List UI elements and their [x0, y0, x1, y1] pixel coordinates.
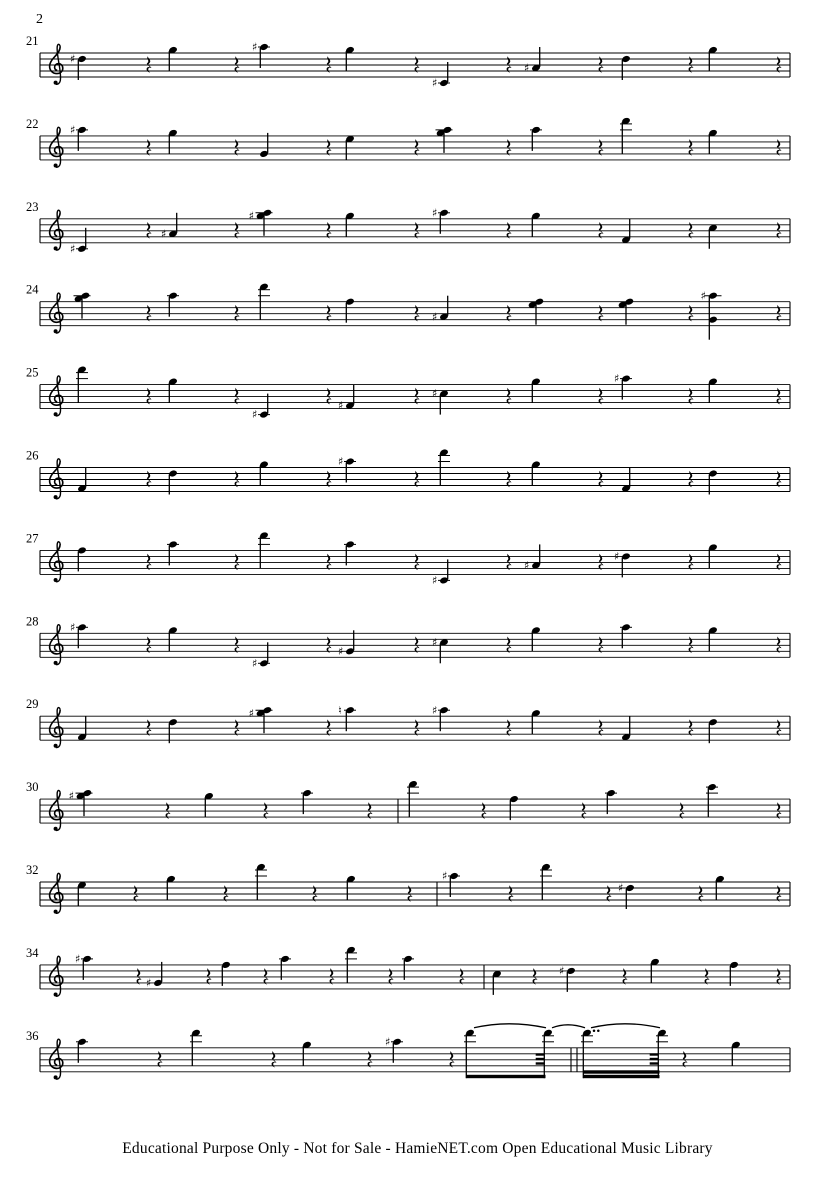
- note: [432, 387, 449, 414]
- treble-clef-dot: [54, 993, 58, 997]
- note: [605, 789, 617, 814]
- sharp-icon: ♯: [432, 387, 438, 401]
- note: [168, 46, 178, 71]
- treble-clef-dot: [54, 164, 58, 168]
- partial-beam: [650, 1058, 659, 1060]
- chord: [249, 706, 273, 733]
- sharp-icon: ♯: [252, 408, 258, 422]
- treble-clef-bowl: [50, 793, 63, 820]
- treble-clef-dot: [54, 744, 58, 748]
- treble-clef-bowl: [50, 544, 63, 571]
- note: [301, 789, 313, 814]
- sharp-icon: ♯: [614, 550, 620, 563]
- treble-clef-bowl: [50, 378, 63, 405]
- measure-number: 23: [26, 199, 39, 214]
- sharp-icon: ♯: [248, 209, 254, 223]
- treble-clef-bowl: [50, 47, 63, 74]
- measure-number: 26: [26, 448, 39, 463]
- note: [338, 385, 355, 413]
- beam-group: [464, 1024, 585, 1078]
- sharp-icon: ♯: [338, 455, 344, 469]
- note: [338, 455, 356, 482]
- note: [168, 469, 178, 494]
- measure-number: 29: [26, 697, 39, 712]
- note: [621, 716, 631, 741]
- note: [346, 875, 356, 900]
- sharp-icon: ♯: [70, 242, 76, 256]
- sharp-icon: ♯: [442, 869, 448, 883]
- augmentation-dot: [593, 1030, 596, 1033]
- sharp-icon: ♯: [432, 206, 438, 220]
- treble-clef: [50, 459, 63, 499]
- note: [70, 621, 88, 648]
- note: [252, 41, 270, 68]
- note: [252, 642, 270, 670]
- sharp-icon: ♯: [70, 123, 76, 137]
- note: [492, 970, 502, 995]
- staff-system: [26, 117, 790, 160]
- measure-number: 25: [26, 365, 39, 380]
- treble-clef: [50, 127, 63, 167]
- note: [614, 550, 631, 577]
- note: [729, 961, 739, 986]
- footer-text: Educational Purpose Only - Not for Sale - HamieNET.com Open Educational Music Library: [122, 1140, 713, 1157]
- note: [708, 46, 718, 71]
- note: [168, 377, 178, 402]
- staff-system: [26, 283, 790, 326]
- tie: [552, 1025, 585, 1028]
- note: [345, 135, 355, 160]
- sharp-icon: ♯: [70, 620, 76, 634]
- treble-clef: [50, 44, 63, 84]
- beam: [583, 1070, 659, 1073]
- measure-number: 28: [26, 614, 39, 629]
- treble-clef: [50, 625, 63, 665]
- treble-clef-dot: [54, 578, 58, 582]
- note: [715, 875, 725, 900]
- note: [168, 626, 178, 651]
- treble-clef: [50, 873, 63, 913]
- measure-number: 36: [26, 1028, 39, 1043]
- partial-beam: [650, 1053, 659, 1055]
- treble-clef-dot: [54, 827, 58, 831]
- note: [708, 224, 718, 249]
- note: [279, 955, 291, 980]
- treble-clef: [50, 956, 63, 996]
- treble-clef-dot: [54, 329, 58, 333]
- note: [731, 1041, 741, 1066]
- measure-number: 24: [26, 282, 39, 297]
- note: [708, 129, 718, 154]
- treble-clef: [50, 542, 63, 582]
- chord: [74, 292, 91, 319]
- note: [618, 882, 635, 909]
- note: [77, 716, 87, 741]
- natural-icon: ♮: [338, 703, 342, 717]
- sharp-icon: ♯: [432, 574, 438, 587]
- note: [338, 704, 356, 731]
- treble-clef: [50, 376, 63, 416]
- sharp-icon: ♯: [385, 1035, 391, 1049]
- note: [302, 1041, 312, 1066]
- sharp-icon: ♯: [432, 703, 438, 717]
- note: [344, 540, 356, 565]
- note: [432, 296, 449, 324]
- note: [530, 126, 542, 151]
- measure-number: 34: [26, 945, 39, 960]
- staff-system: [26, 614, 790, 657]
- note: [259, 133, 269, 158]
- note: [708, 626, 718, 651]
- sharp-icon: ♯: [338, 644, 344, 658]
- note: [432, 636, 449, 663]
- augmentation-dot: [597, 1030, 600, 1033]
- treble-clef-dot: [54, 412, 58, 416]
- chord: [701, 289, 722, 339]
- note: [221, 961, 231, 986]
- note: [70, 53, 87, 80]
- note: [509, 795, 519, 820]
- treble-clef: [50, 1039, 63, 1079]
- measure-number: 32: [26, 863, 39, 877]
- measure-number: 22: [26, 116, 39, 131]
- tie: [591, 1024, 660, 1028]
- note: [650, 958, 660, 983]
- staff-system: [26, 531, 790, 574]
- note: [531, 626, 541, 651]
- note: [432, 559, 450, 587]
- treble-clef-bowl: [50, 129, 63, 156]
- treble-clef-bowl: [50, 461, 63, 488]
- treble-clef: [50, 790, 63, 830]
- note: [442, 870, 460, 897]
- treble-clef-dot: [54, 661, 58, 665]
- partial-beam: [536, 1062, 545, 1064]
- staff-system: [26, 1029, 790, 1072]
- note: [259, 460, 269, 485]
- tie: [474, 1024, 546, 1028]
- treble-clef-dot: [54, 910, 58, 914]
- note: [708, 543, 718, 568]
- treble-clef-bowl: [50, 958, 63, 985]
- note: [432, 704, 450, 731]
- beam-group: [581, 1024, 668, 1078]
- treble-clef: [50, 293, 63, 333]
- note: [706, 783, 718, 817]
- note: [167, 540, 179, 565]
- staff-system: [26, 449, 790, 492]
- note: [70, 228, 88, 256]
- note: [168, 129, 178, 154]
- chord: [436, 126, 453, 153]
- note: [708, 718, 718, 743]
- sharp-icon: ♯: [161, 227, 167, 241]
- beam: [466, 1075, 545, 1078]
- sharp-icon: ♯: [248, 706, 254, 720]
- note: [708, 469, 718, 494]
- treble-clef-bowl: [50, 212, 63, 239]
- note: [161, 213, 178, 241]
- note: [75, 953, 93, 980]
- treble-clef-dot: [54, 81, 58, 85]
- sharp-icon: ♯: [614, 372, 620, 386]
- page-number: 2: [36, 12, 43, 27]
- sharp-icon: ♯: [559, 964, 565, 978]
- note: [168, 718, 178, 743]
- note: [204, 792, 214, 817]
- note: [432, 206, 450, 233]
- treble-clef-bowl: [50, 1041, 63, 1068]
- treble-clef: [50, 708, 63, 748]
- note: [432, 62, 450, 90]
- staff-system: [26, 34, 790, 77]
- sharp-icon: ♯: [252, 656, 258, 670]
- staff-system: [26, 780, 790, 823]
- partial-beam: [650, 1062, 659, 1064]
- treble-clef-dot: [54, 495, 58, 499]
- note: [345, 212, 355, 237]
- sharp-icon: ♯: [70, 52, 76, 66]
- treble-clef-dot: [54, 1075, 58, 1079]
- sharp-icon: ♯: [524, 61, 530, 75]
- staff-system: [26, 200, 790, 243]
- note: [385, 1035, 403, 1062]
- sharp-icon: ♯: [338, 399, 344, 413]
- note: [167, 292, 179, 317]
- note: [614, 372, 632, 399]
- note: [531, 460, 541, 485]
- note: [708, 377, 718, 402]
- note: [620, 623, 632, 648]
- note: [524, 47, 541, 75]
- sharp-icon: ♯: [146, 976, 152, 990]
- treble-clef-bowl: [50, 295, 63, 322]
- note: [531, 212, 541, 237]
- sharp-icon: ♯: [524, 559, 530, 572]
- staff-system: [26, 697, 790, 740]
- treble-clef: [50, 210, 63, 250]
- note: [166, 875, 176, 900]
- chord: [69, 789, 93, 816]
- note: [621, 219, 631, 244]
- sharp-icon: ♯: [75, 952, 81, 966]
- chord: [249, 209, 273, 236]
- note: [77, 468, 87, 493]
- note: [524, 544, 541, 572]
- note: [402, 955, 414, 980]
- treble-clef-bowl: [50, 876, 63, 903]
- note: [76, 1038, 88, 1063]
- measure-number: 30: [26, 780, 39, 795]
- note: [345, 46, 355, 71]
- staff-system: [26, 366, 790, 409]
- staff-system: [26, 946, 790, 989]
- note: [146, 962, 163, 990]
- sharp-icon: ♯: [618, 881, 624, 895]
- note: [77, 546, 87, 571]
- note: [621, 55, 631, 80]
- sharp-icon: ♯: [432, 635, 438, 649]
- partial-beam: [536, 1053, 545, 1055]
- note: [531, 377, 541, 402]
- sharp-icon: ♯: [432, 76, 438, 90]
- treble-clef-bowl: [50, 710, 63, 737]
- partial-beam: [536, 1058, 545, 1060]
- beam: [583, 1075, 659, 1078]
- sharp-icon: ♯: [68, 789, 74, 803]
- note: [77, 881, 87, 906]
- measure-number: 27: [26, 531, 39, 546]
- note: [531, 709, 541, 734]
- treble-clef-bowl: [50, 627, 63, 654]
- sharp-icon: ♯: [252, 40, 258, 54]
- treble-clef-dot: [54, 246, 58, 250]
- note: [70, 124, 88, 151]
- note: [252, 394, 270, 422]
- sharp-icon: ♯: [432, 310, 438, 324]
- note: [559, 965, 576, 992]
- sharp-icon: ♯: [700, 289, 706, 303]
- note: [621, 468, 631, 493]
- measure-number: 21: [26, 34, 39, 48]
- note: [338, 630, 355, 658]
- note: [345, 298, 355, 323]
